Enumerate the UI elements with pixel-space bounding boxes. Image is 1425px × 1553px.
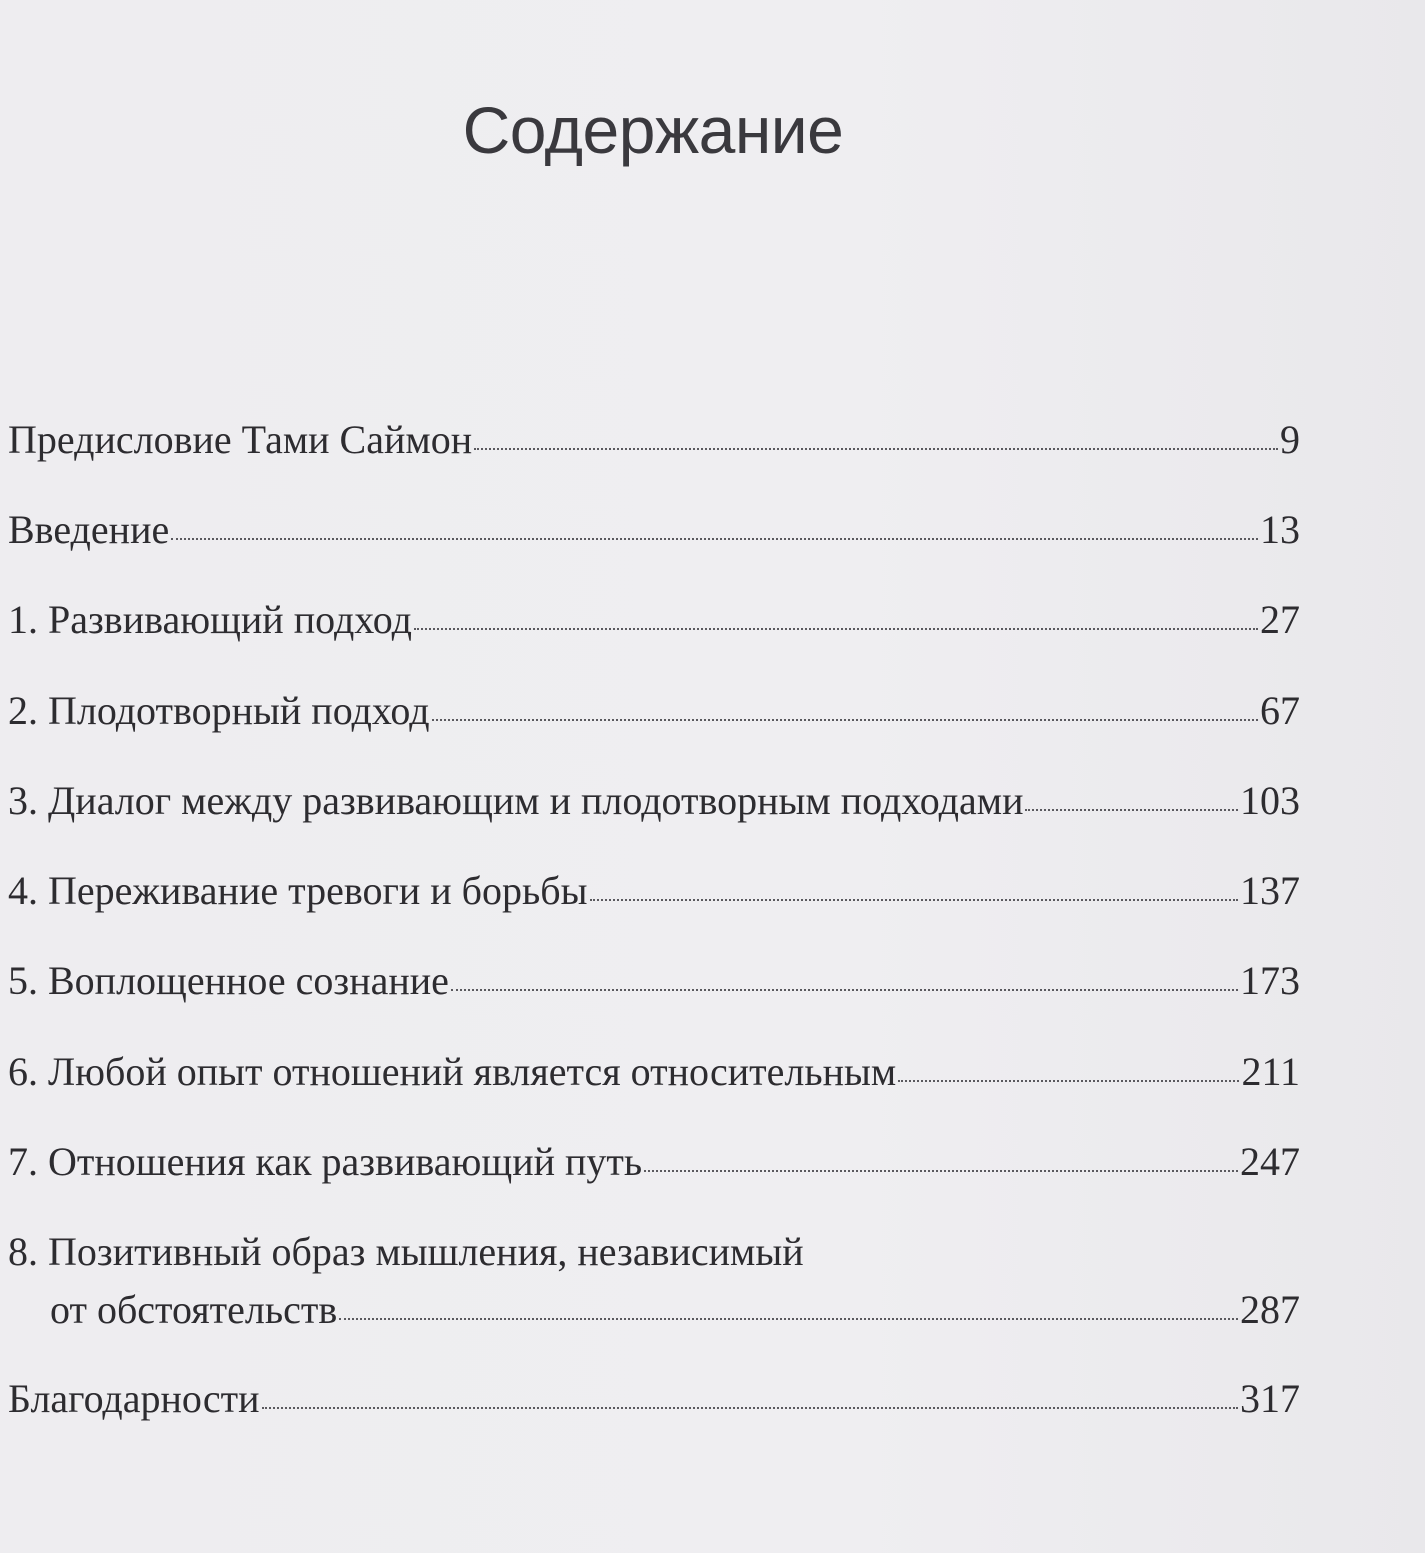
toc-entry-acknowledgements [8, 1376, 1300, 1422]
toc-entry-chapter-1 [8, 597, 1300, 643]
toc-entry-label: 6. Любой опыт отношений является относительным [8, 1049, 897, 1094]
dot-leader [644, 1170, 1238, 1172]
dot-leader [171, 538, 1258, 540]
toc-entry-chapter-3 [8, 778, 1300, 824]
toc-page-number: 173 [1240, 958, 1300, 1003]
dot-leader [898, 1080, 1239, 1082]
toc-entry-label: 2. Плодотворный подход [8, 688, 430, 733]
toc-entry-label-line-2: от обстоятельств [50, 1287, 338, 1332]
toc-entry-label: 4. Переживание тревоги и борьбы [8, 868, 588, 913]
toc-entry-label: Введение [8, 507, 170, 552]
page-title: Содержание [462, 93, 844, 167]
dot-leader [339, 1318, 1238, 1320]
toc-page-number: 13 [1260, 507, 1300, 552]
toc-entry-foreword [8, 417, 1300, 463]
toc-page-number: 67 [1260, 688, 1300, 733]
toc-page-number: 103 [1240, 778, 1300, 823]
toc-entry-label: 3. Диалог между развивающим и плодотворным подходами [8, 778, 1024, 823]
toc-page-number: 137 [1240, 868, 1300, 913]
toc-entry-label: 7. Отношения как развивающий путь [8, 1139, 643, 1184]
toc-page-number: 211 [1241, 1049, 1300, 1094]
toc-page-number: 287 [1240, 1287, 1300, 1332]
toc-entry-chapter-7 [8, 1139, 1300, 1185]
toc-entry-chapter-6 [8, 1049, 1300, 1095]
toc-entry-label: 5. Воплощенное сознание [8, 958, 449, 1003]
dot-leader [474, 448, 1278, 450]
toc-entry-label-line-1: 8. Позитивный образ мышления, независимый [8, 1229, 804, 1274]
dot-leader [414, 628, 1258, 630]
dot-leader [451, 989, 1238, 991]
toc-entry-label: 1. Развивающий подход [8, 597, 412, 642]
toc-entry-chapter-4 [8, 868, 1300, 914]
toc-entry-label: Предисловие Тами Саймон [8, 417, 473, 462]
toc-page-number: 247 [1240, 1139, 1300, 1184]
toc-page-number: 27 [1260, 597, 1300, 642]
toc-entry-introduction [8, 507, 1300, 553]
toc-page-number: 9 [1280, 417, 1300, 462]
toc-page-number: 317 [1240, 1376, 1300, 1421]
toc-entry-label: Благодарности [8, 1376, 260, 1421]
dot-leader [590, 899, 1239, 901]
toc-entry-chapter-2 [8, 688, 1300, 734]
toc-entry-chapter-8 [8, 1229, 1300, 1333]
dot-leader [1025, 809, 1238, 811]
dot-leader [262, 1407, 1238, 1409]
toc-entry-chapter-5 [8, 958, 1300, 1004]
dot-leader [432, 719, 1258, 721]
